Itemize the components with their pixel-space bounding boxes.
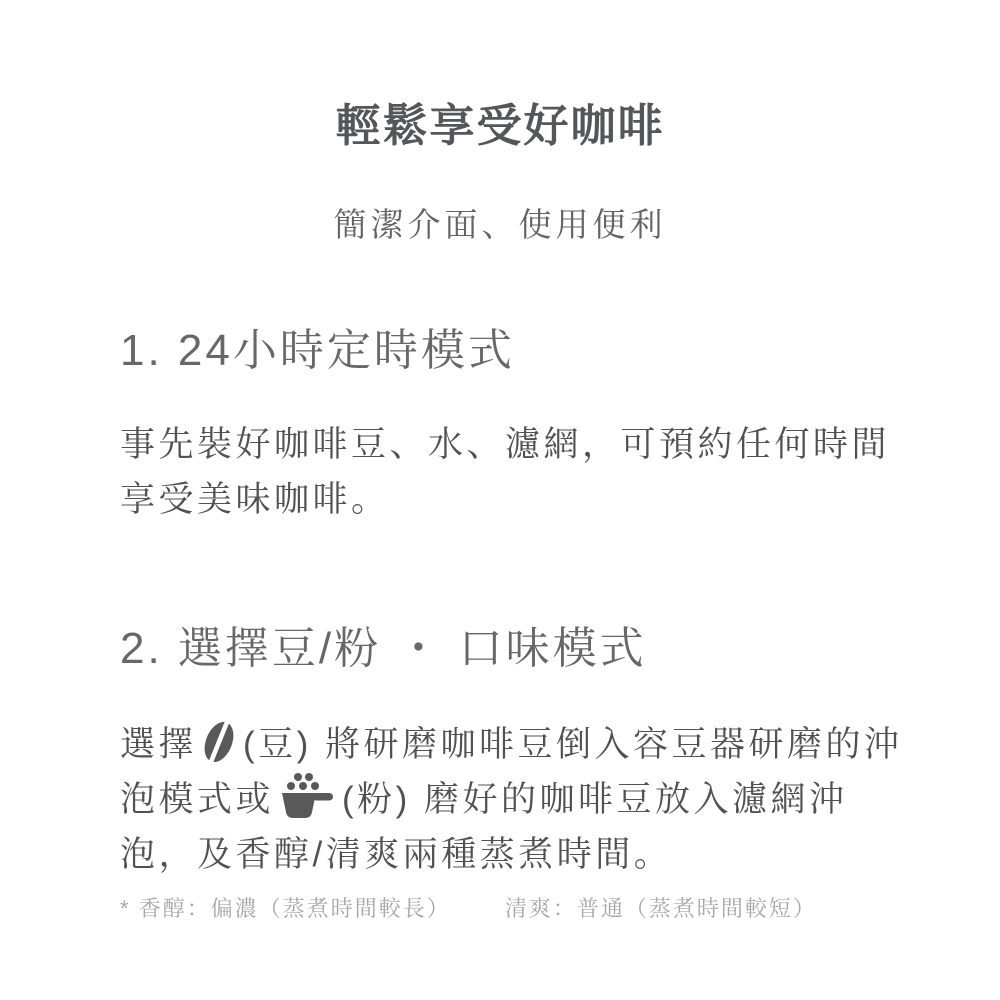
body-text-after-bean: (豆) 將研磨咖啡豆倒入容豆器研磨的沖泡模式或 [120,725,903,819]
page-title: 輕鬆享受好咖啡 [335,100,665,151]
timer-section-body: 事先裝好咖啡豆、水、濾網，可預約任何時間享受美味咖啡。 [120,425,891,519]
timer-section-heading: 1. 24小時定時模式 [120,326,515,375]
coffee-bean-icon [202,719,236,765]
bean-powder-section-heading: 2. 選擇豆/粉 ・ 口味模式 [120,624,647,673]
footnote-light-flavor: 清爽：普通（蒸煮時間較短） [504,896,817,921]
page-subtitle: 簡潔介面、使用便利 [333,206,667,243]
footnote [0,894,1000,924]
section-bean-powder-mode [120,624,910,882]
bean-powder-section-body [120,717,910,882]
body-text-after-scoop: (粉) 磨好的咖啡豆放入濾網沖泡，及香醇/清爽兩種蒸煮時間。 [120,780,848,874]
powder-scoop-icon [278,772,334,818]
section-timer-mode [120,326,910,527]
page-header [0,0,1000,241]
footnote-rich-flavor: 香醇：偏濃（蒸煮時間較長） [138,896,451,921]
body-text-before-bean: 選擇 [120,725,198,764]
footnote-asterisk: * [120,896,131,921]
page-content [0,326,1000,882]
